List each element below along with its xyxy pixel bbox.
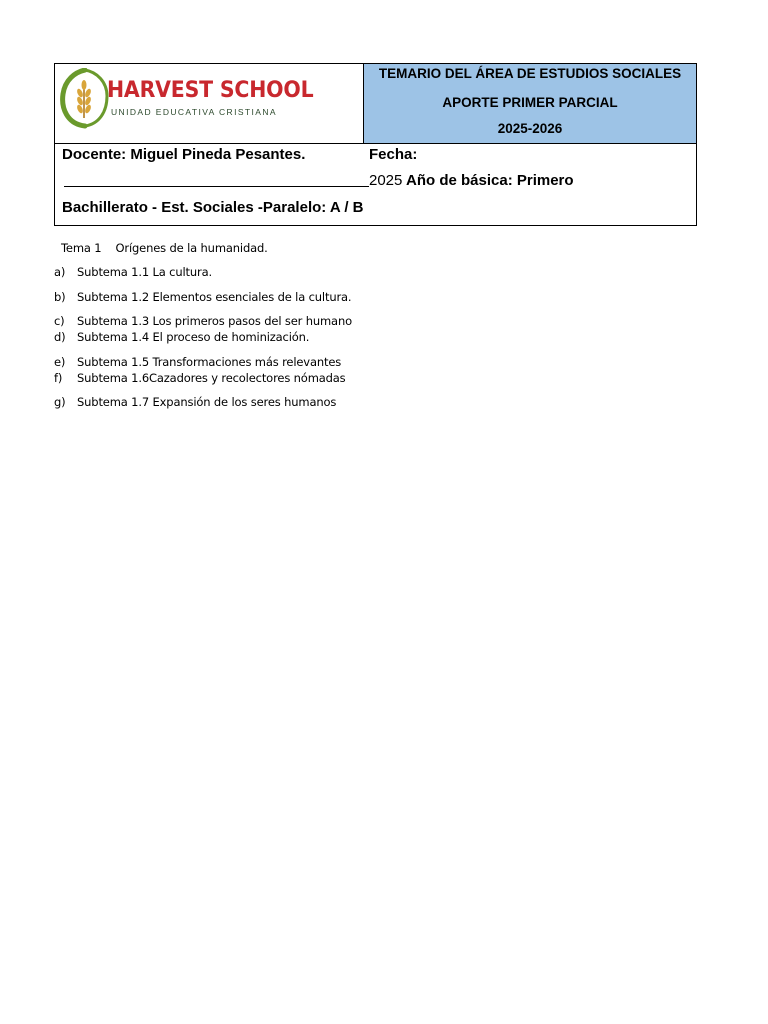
title-cell: [364, 64, 696, 144]
year-basica-row: [369, 172, 574, 189]
docente-label: Docente: Miguel Pineda Pesantes.: [62, 146, 306, 163]
tema-heading: [61, 241, 268, 255]
subtema-text: Subtema 1.7 Expansión de los seres humanos: [77, 395, 337, 409]
list-marker: c): [54, 314, 65, 328]
title-line-2: APORTE PRIMER PARCIAL: [442, 95, 618, 110]
list-marker: a): [54, 265, 66, 279]
year-value: 2025: [369, 172, 403, 189]
wheat-logo-icon: [59, 68, 111, 130]
subtema-text: Subtema 1.4 El proceso de hominización.: [77, 330, 310, 344]
school-subtitle: UNIDAD EDUCATIVA CRISTIANA: [111, 107, 277, 117]
header-table: [54, 63, 697, 226]
subtema-text: Subtema 1.3 Los primeros pasos del ser humano: [77, 314, 352, 328]
list-marker: e): [54, 355, 66, 369]
title-line-1: TEMARIO DEL ÁREA DE ESTUDIOS SOCIALES: [378, 66, 682, 81]
subtema-text: Subtema 1.6Cazadores y recolectores nómadas: [77, 371, 346, 385]
school-name: HARVEST SCHOOL: [107, 78, 314, 103]
tema-label: Tema 1: [61, 241, 102, 255]
subtema-text: Subtema 1.5 Transformaciones más relevantes: [77, 355, 342, 369]
anio-basica-label: Año de básica: Primero: [406, 172, 574, 189]
list-marker: g): [54, 395, 66, 409]
tema-title: Orígenes de la humanidad.: [115, 241, 268, 255]
fecha-label: Fecha:: [369, 146, 418, 163]
subtema-text: Subtema 1.2 Elementos esenciales de la cultura.: [77, 290, 352, 304]
title-line-3: 2025-2026: [497, 121, 563, 136]
list-marker: d): [54, 330, 66, 344]
list-marker: b): [54, 290, 66, 304]
subtema-text: Subtema 1.1 La cultura.: [77, 265, 213, 279]
list-marker: f): [54, 371, 63, 385]
blank-line: [64, 186, 369, 187]
logo-cell: [55, 64, 364, 144]
bachillerato-label: Bachillerato - Est. Sociales -Paralelo: A / B: [62, 199, 364, 216]
